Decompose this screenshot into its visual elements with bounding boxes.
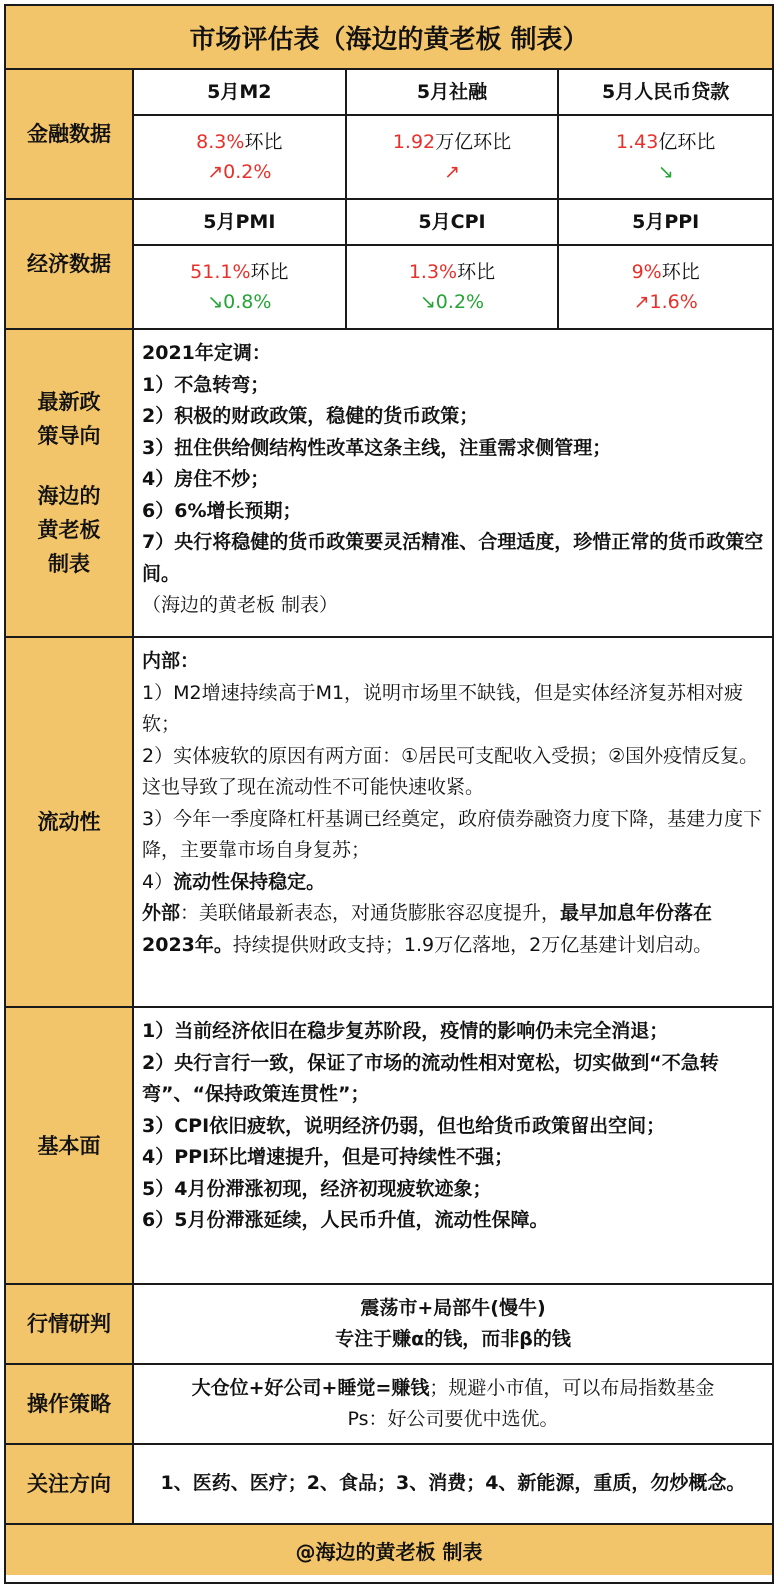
cpi-header: 5月CPI [347,200,560,246]
focus-content [134,1445,772,1523]
table-title: 市场评估表（海边的黄老板 制表） [6,6,772,70]
m2-value: 8.3% [196,131,245,153]
financial-data-row [6,70,772,200]
m2-header: 5月M2 [134,70,347,116]
liquidity-external: 外部：美联储最新表态，对通货膨胀容忍度提升，最早加息年份落在2023年。持续提供财政支持；1.9万亿落地，2万亿基建计划启动。 [142,902,713,956]
rmb-loans-suffix: 亿环比 [658,131,716,153]
financial-data-grid [134,70,772,198]
liquidity-content [134,638,772,1006]
policy-item: 3）扭住供给侧结构性改革这条主线，注重需求侧管理； [142,436,612,459]
pmi-value: 51.1% [190,261,251,283]
fundamentals-label: 基本面 [6,1008,134,1283]
focus-row [6,1445,772,1525]
table-footer: @海边的黄老板 制表 [6,1525,772,1575]
fundamentals-item: 2）央行言行一致，保证了市场的流动性相对宽松，切实做到“不急转弯”、“保持政策连贯性”； [142,1051,719,1105]
judgment-label: 行情研判 [6,1285,134,1363]
policy-heading: 2021年定调： [142,342,271,364]
fundamentals-row [6,1008,772,1285]
ppi-value: 9% [631,261,662,283]
strategy-row [6,1365,772,1445]
liquidity-item: 3）今年一季度降杠杆基调已经奠定，政府债券融资力度下降，基建力度下降，主要靠市场自身复苏； [142,807,763,861]
market-assessment-table [4,4,774,1584]
focus-label: 关注方向 [6,1445,134,1523]
judgment-content [134,1285,772,1363]
ppi-header: 5月PPI [559,200,772,246]
focus-text: 1、医药、医疗；2、食品；3、消费；4、新能源，重质，勿炒概念。 [160,1472,746,1495]
policy-label-line4: 黄老板 [37,518,101,542]
ppi-cell [559,246,772,328]
liquidity-item: 2）实体疲软的原因有两方面：①居民可支配收入受损；②国外疫情反复。这也导致了现在流动性不可能快速收紧。 [142,744,759,798]
policy-item: 6）6%增长预期； [142,499,302,522]
m2-suffix: 环比 [244,131,283,153]
fundamentals-item: 4）PPI环比增速提升，但是可持续性不强； [142,1146,514,1168]
liquidity-item-4: 4）流动性保持稳定。 [142,870,326,893]
economic-data-row [6,200,772,330]
judgment-line1: 震荡市+局部牛(慢牛) [360,1296,546,1319]
policy-label-line2: 策导向 [37,424,101,448]
fundamentals-item: 5）4月份滞涨初现，经济初现疲软迹象； [142,1177,492,1200]
rmb-loans-value: 1.43 [616,131,659,153]
strategy-label: 操作策略 [6,1365,134,1443]
m2-cell [134,116,347,198]
policy-item: 4）房住不炒； [142,468,270,490]
policy-item: 2）积极的财政政策，稳健的货币政策； [142,405,479,427]
ppi-suffix: 环比 [661,261,700,283]
cpi-trend: ↘0.2% [419,291,485,313]
strategy-line2: Ps：好公司要优中选优。 [347,1408,559,1430]
economic-data-grid [134,200,772,328]
economic-data-label: 经济数据 [6,200,134,328]
pmi-trend: ↘0.8% [207,291,272,313]
pmi-header: 5月PMI [134,200,347,246]
rmb-loans-header: 5月人民币贷款 [559,70,772,116]
policy-label-line1: 最新政 [37,390,101,414]
policy-note: （海边的黄老板 制表） [142,594,339,616]
liquidity-label: 流动性 [6,638,134,1006]
m2-trend: ↗0.2% [207,161,272,183]
social-financing-suffix: 万亿环比 [435,131,512,153]
pmi-cell [134,246,347,328]
policy-label-line5: 制表 [48,552,90,576]
financial-data-label: 金融数据 [6,70,134,198]
judgment-row [6,1285,772,1365]
liquidity-item: 1）M2增速持续高于M1，说明市场里不缺钱，但是实体经济复苏相对疲软； [142,681,744,735]
strategy-content [134,1365,772,1443]
cpi-cell [347,246,560,328]
cpi-suffix: 环比 [457,261,496,283]
fundamentals-item: 3）CPI依旧疲软，说明经济仍弱，但也给货币政策留出空间； [142,1114,666,1137]
social-financing-cell [347,116,560,198]
social-financing-trend-arrow-icon: ↗ [444,161,460,183]
social-financing-value: 1.92 [392,131,436,153]
policy-item: 7）央行将稳健的货币政策要灵活精准、合理适度，珍惜正常的货币政策空间。 [142,531,764,585]
pmi-suffix: 环比 [250,261,289,283]
ppi-trend: ↗1.6% [633,291,698,313]
policy-row [6,330,772,638]
liquidity-row [6,638,772,1008]
cpi-value: 1.3% [408,261,458,283]
strategy-line1: 大仓位+好公司+睡觉=赚钱；规避小市值，可以布局指数基金 [191,1376,715,1399]
social-financing-header: 5月社融 [347,70,560,116]
fundamentals-item: 6）5月份滞涨延续，人民币升值，流动性保障。 [142,1209,549,1231]
policy-item: 1）不急转弯； [142,373,270,396]
rmb-loans-trend-arrow-icon: ↘ [657,161,674,183]
liquidity-internal-heading: 内部： [142,650,200,672]
policy-content [134,330,772,636]
judgment-line2: 专注于赚α的钱，而非β的钱 [335,1328,571,1350]
policy-label [6,330,134,636]
fundamentals-content [134,1008,772,1283]
fundamentals-item: 1）当前经济依旧在稳步复苏阶段，疫情的影响仍未完全消退； [142,1020,669,1042]
rmb-loans-cell [559,116,772,198]
policy-label-line3: 海边的 [37,484,101,508]
